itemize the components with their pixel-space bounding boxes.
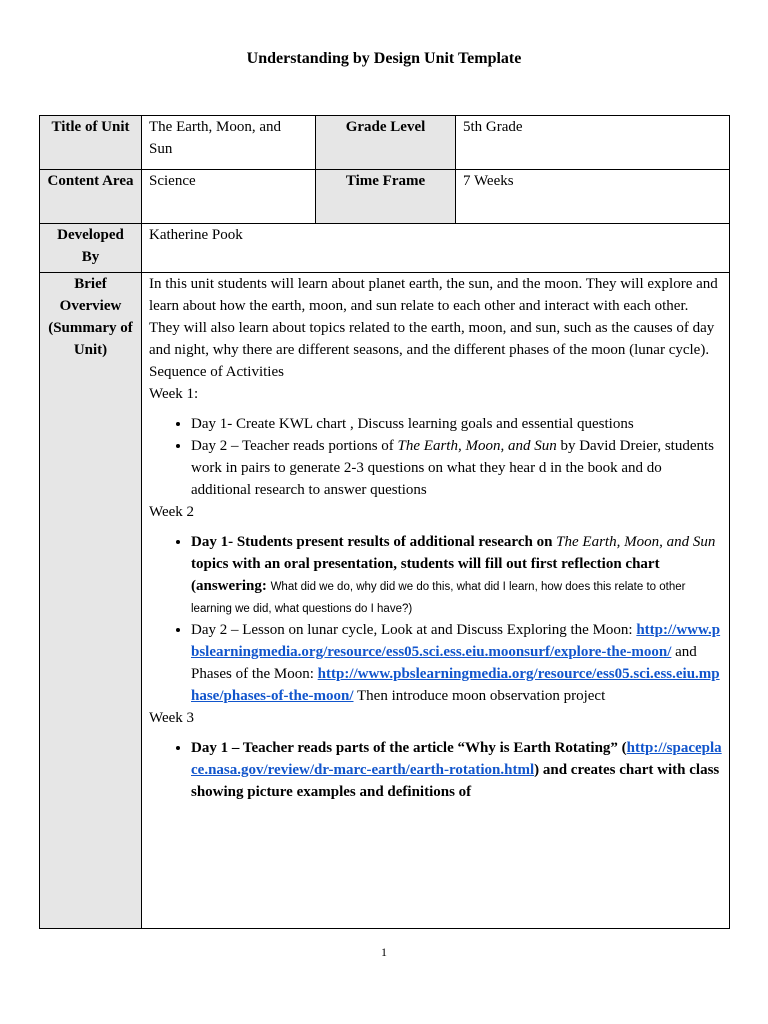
list-item: • Day 1 – Teacher reads parts of the article “Why is Earth Rotating” (http://spaceplace.nasa.gov/review/dr-marc-earth/earth-rotation.html) and creates chart with class showing picture examples and definitions of xyxy=(191,737,722,803)
reflection-questions: What did we do, why did we do this, what did I learn, how does this relate to other learning we did, what questions do I have?) xyxy=(191,581,686,615)
content-area-value: Science xyxy=(142,170,316,224)
title-value: The Earth, Moon, and Sun xyxy=(142,116,316,170)
time-frame-label: Time Frame xyxy=(316,170,456,224)
grade-value: 5th Grade xyxy=(456,116,730,170)
time-frame-value: 7 Weeks xyxy=(456,170,730,224)
document-title: Understanding by Design Unit Template xyxy=(246,50,522,67)
title-label: Title of Unit xyxy=(40,116,142,170)
page-number: 1 xyxy=(381,945,387,959)
week-3-heading: Week 3 xyxy=(149,710,195,726)
table-row xyxy=(40,273,730,929)
table-row xyxy=(40,116,730,170)
table-row xyxy=(40,170,730,224)
earth-rotation-link[interactable]: http://spaceplace.nasa.gov/review/dr-marc-earth/earth-rotation.html xyxy=(191,740,722,778)
book-title: The Earth, Moon, and Sun xyxy=(556,534,716,550)
developed-by-label: Developed By xyxy=(40,224,142,273)
phases-of-the-moon-link[interactable]: http://www.pbslearningmedia.org/resource/ess05.sci.ess.eiu.mphase/phases-of-the-moon/ xyxy=(191,666,720,704)
list-item: • Day 2 – Lesson on lunar cycle, Look at and Discuss Exploring the Moon: http://www.pbslearningmedia.org/resource/ess05.sci.ess.eiu.moonsurf/explore-the-moon/ and Phases of the Moon: http://www.pbslearningmedia.org/resource/ess05.sci.ess.eiu.mphase/phases-of-the-moon/ Then introduce moon observation project xyxy=(191,619,722,707)
week-2-list xyxy=(149,531,722,707)
list-item: • Day 1- Students present results of additional research on The Earth, Moon, and Sun topics with an oral presentation, students will fill out first reflection chart (answering: What did we do, why did we do this, what did I learn, how does this relate to other learning we did, what questions do I have?) xyxy=(191,531,722,619)
list-item: • Day 1- Create KWL chart , Discuss learning goals and essential questions xyxy=(191,413,722,435)
week-1-list xyxy=(149,413,722,501)
developed-by-value: Katherine Pook xyxy=(142,224,730,273)
grade-label: Grade Level xyxy=(316,116,456,170)
content-area-label: Content Area xyxy=(40,170,142,224)
brief-overview-content xyxy=(142,273,730,929)
explore-the-moon-link[interactable]: http://www.pbslearningmedia.org/resource/ess05.sci.ess.eiu.moonsurf/explore-the-moon/ xyxy=(191,622,721,660)
week-1-heading: Week 1: xyxy=(149,386,199,402)
book-title: The Earth, Moon, and Sun xyxy=(397,438,557,454)
table-row xyxy=(40,224,730,273)
brief-overview-label: Brief Overview (Summary of Unit) xyxy=(40,273,142,929)
list-item: • Day 2 – Teacher reads portions of The Earth, Moon, and Sun by David Dreier, students work in pairs to generate 2-3 questions on what they hear d in the book and do additional research to answer questions xyxy=(191,435,722,501)
week-3-list xyxy=(149,737,722,803)
week-2-heading: Week 2 xyxy=(149,504,195,520)
overview-summary: In this unit students will learn about planet earth, the sun, and the moon. They will explore and learn about how the earth, moon, and sun relate to each other and interact with each other. They will also learn about topics related to the earth, moon, and sun, such as the causes of day and night, why there are different seasons, and the different phases of the moon (lunar cycle). xyxy=(149,276,718,358)
sequence-heading: Sequence of Activities xyxy=(149,364,284,380)
unit-template-table xyxy=(39,115,730,929)
